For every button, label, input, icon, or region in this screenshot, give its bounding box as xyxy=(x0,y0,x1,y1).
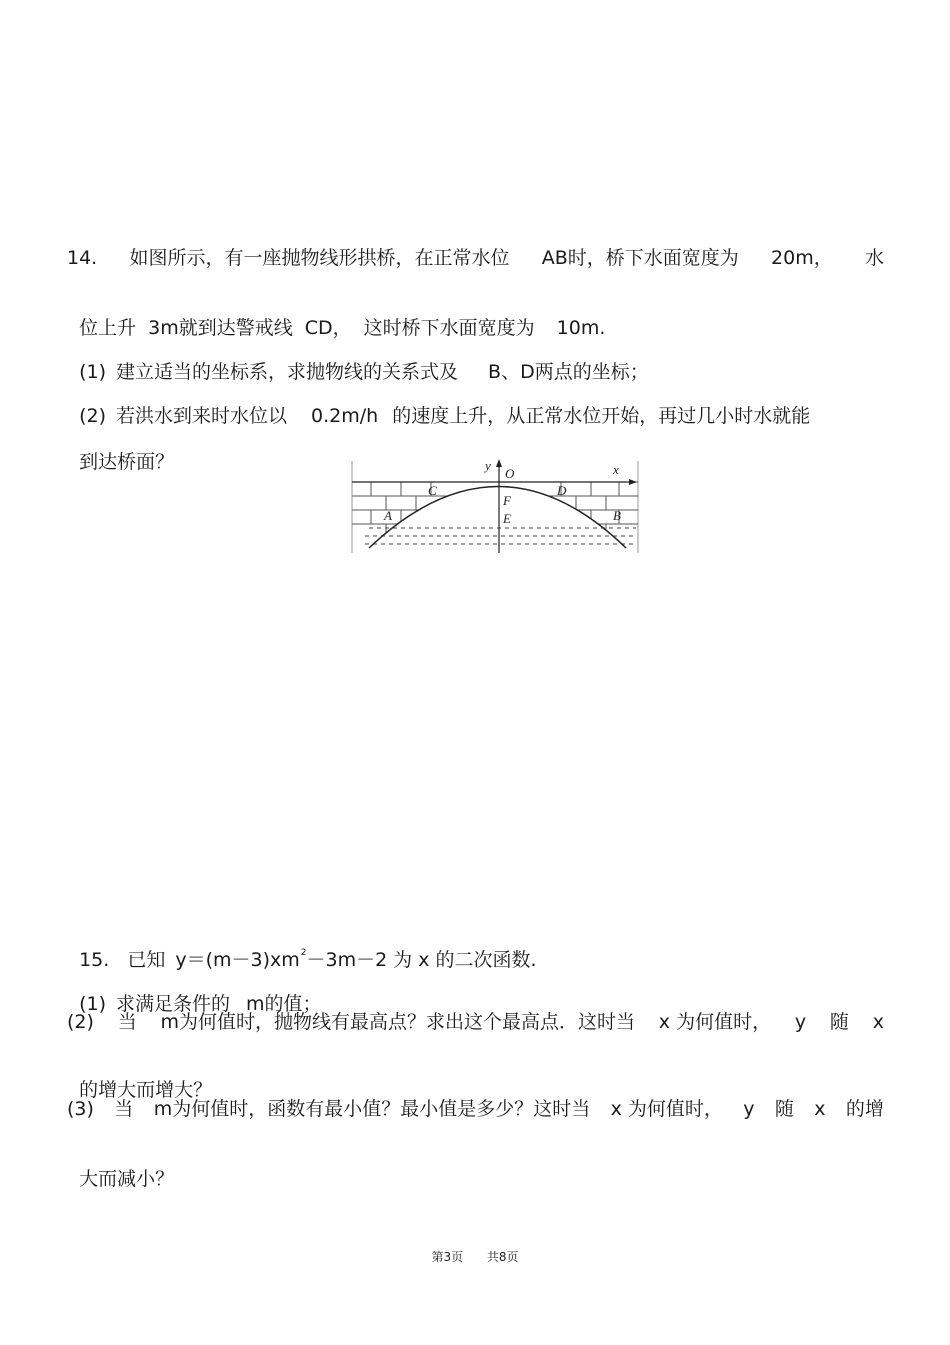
label-c: C xyxy=(428,483,437,498)
q14-line-2: 位上升 3m就到达警戒线 CD， 这时桥下水面宽度为 10m. xyxy=(79,317,606,339)
q14-line-1: 14. 如图所示，有一座抛物线形拱桥，在正常水位 AB时，桥下水面宽度为 20m， 水 xyxy=(67,247,884,269)
q15-part-2: (2) 当 m为何值时，抛物线有最高点？求出这个最高点．这时当 x 为何值时， y 随 x xyxy=(67,1011,884,1033)
page-number: 第3页 xyxy=(431,1250,464,1264)
q15-part-2-cont: 的增大而增大？ xyxy=(79,1079,213,1101)
label-b: B xyxy=(613,508,621,523)
q15-formula: y＝(m－3)xm xyxy=(175,949,300,971)
bridge-diagram xyxy=(351,458,641,555)
page-total: 共8页 xyxy=(486,1250,519,1264)
q15-stem: 15. 已知 $y=(m-3)xm^2-3m-2$ 为 x 的二次函数. xyxy=(79,948,537,971)
label-a: A xyxy=(384,508,392,523)
q15-part-1: (1) 求满足条件的 m的值； xyxy=(79,993,322,1015)
q15-exponent: 2 xyxy=(300,948,307,958)
q15-part-3-cont: 大而减小？ xyxy=(79,1168,175,1190)
q15-part-3: (3) 当 m为何值时，函数有最小值？最小值是多少？这时当 x 为何值时， y 随 x 的增 xyxy=(67,1098,884,1120)
label-o: O xyxy=(505,466,515,481)
page-footer xyxy=(0,1248,950,1265)
label-e: E xyxy=(503,511,511,526)
brick-wall xyxy=(352,482,638,538)
bridge-figure xyxy=(351,458,641,555)
x-axis-arrow xyxy=(629,479,637,485)
label-f: F xyxy=(503,493,511,508)
label-y: y xyxy=(485,458,491,473)
q14-number: 14. xyxy=(67,247,98,269)
q14-part-2: (2) 若洪水到来时水位以 0.2m/h 的速度上升，从正常水位开始，再过几小时水就能 xyxy=(79,405,811,427)
q14-part-2-cont: 到达桥面？ xyxy=(79,451,175,473)
label-d: D xyxy=(557,483,567,498)
q14-part-1: (1) 建立适当的坐标系，求抛物线的关系式及 B、D两点的坐标； xyxy=(79,361,649,383)
label-x: x xyxy=(613,462,619,477)
y-axis-arrow xyxy=(496,459,502,467)
q15-number: 15. xyxy=(79,949,110,971)
